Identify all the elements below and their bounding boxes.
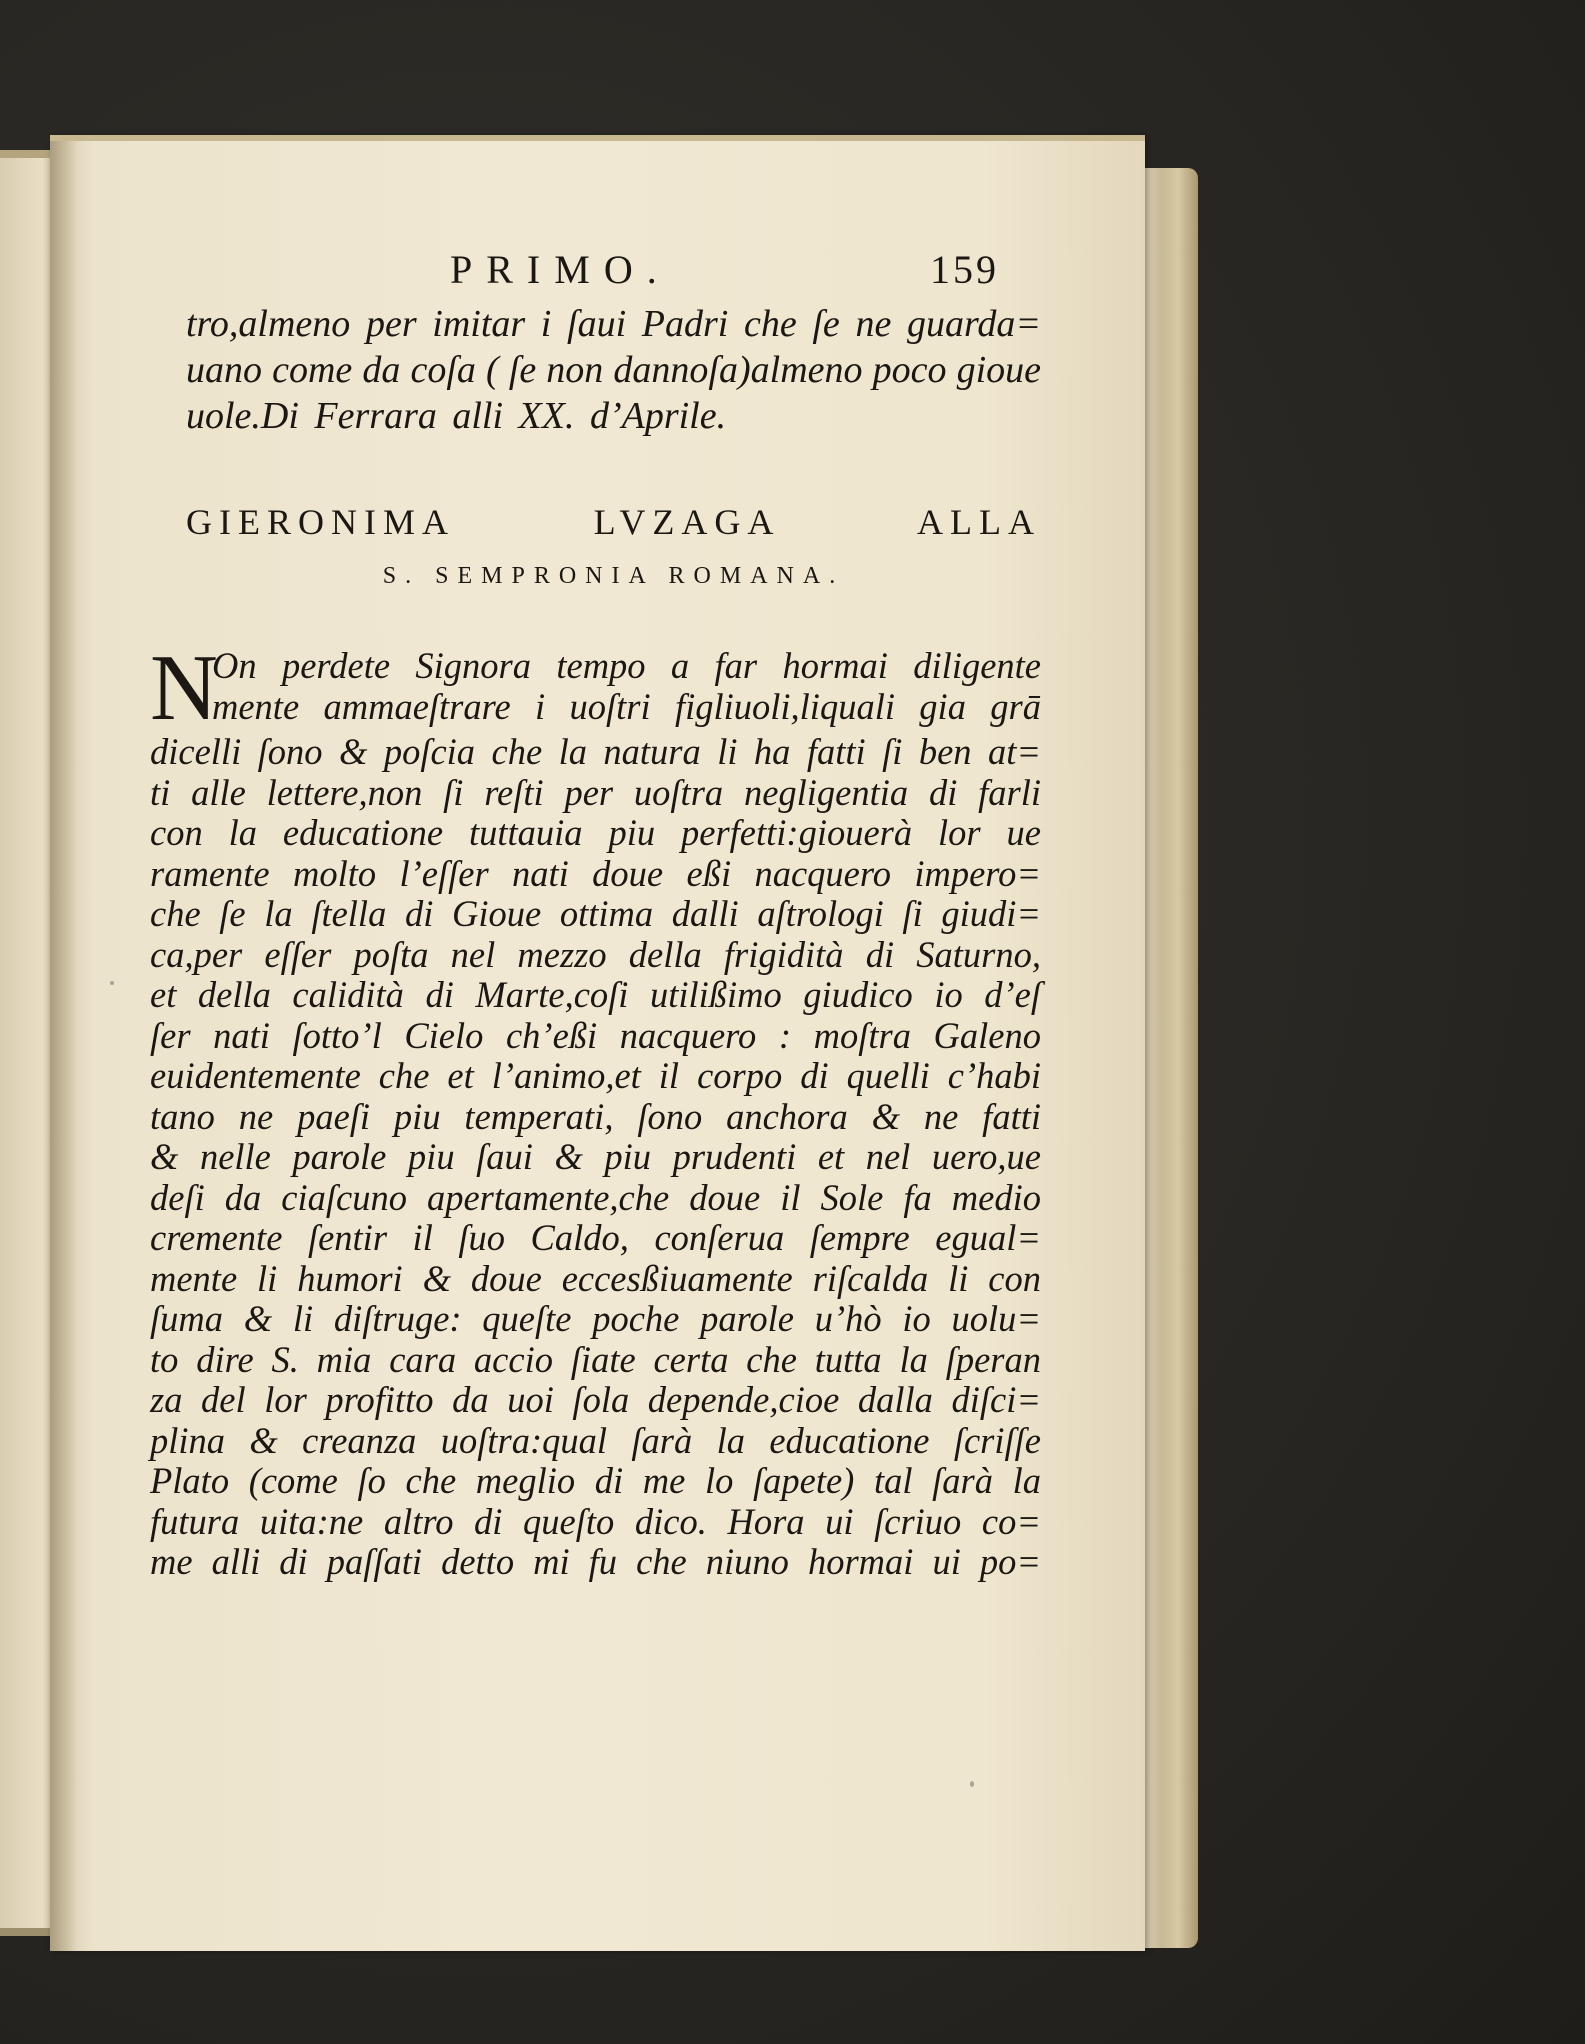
page-number: 159 [930, 247, 999, 292]
letter-line: ca,per eſſer poſta nel mezzo della frigidità di Saturno, [150, 933, 1041, 975]
letter-line: & nelle parole piu ſaui & piu prudenti et nel uero,ue [150, 1136, 1041, 1177]
running-title: PRIMO. [450, 247, 671, 292]
letter-line: et della calidità di Marte,coſi utilißimo giudico io d’eſ [150, 974, 1041, 1015]
running-head [50, 246, 1145, 306]
heading-recipient: S. SEMPRONIA ROMANA. [382, 563, 845, 589]
letter-line: con la educatione tuttauia piu perfetti:giouerà lor ue [150, 812, 1041, 853]
book-page [50, 135, 1145, 1951]
letter-line: On perdete Signora tempo a far hormai diligente [212, 645, 1041, 686]
letter-lines [150, 732, 1041, 1583]
letter-line: deſi da ciaſcuno apertamente,che doue il Sole fa medio [150, 1176, 1041, 1218]
letter-line: ſuma & li diſtruge: queſte poche parole u’hò io uolu= [150, 1298, 1041, 1339]
text-line: tro,almeno per imitar i ſaui Padri che ſe ne guarda= [186, 303, 1041, 345]
letter-body [150, 636, 1041, 1583]
letter-line: Plato (come ſo che meglio di me lo ſapete) tal ſarà la [150, 1460, 1041, 1501]
text-line: uole.Di Ferrara alli XX. d’Aprile. [186, 395, 727, 437]
letter-line: plina & creanza uoſtra:qual ſarà la educatione ſcriſſe [150, 1419, 1041, 1461]
letter-line: ſer nati ſotto’l Cielo ch’eßi nacquero : moſtra Galeno [150, 1014, 1041, 1056]
gutter-shadow [50, 141, 78, 1951]
letter-line: za del lor profitto da uoi ſola depende,cioe dalla diſci= [150, 1379, 1041, 1420]
letter-line: cremente ſentir il ſuo Caldo, conſerua ſempre egual= [150, 1217, 1041, 1258]
letter-line: ramente molto l’eſſer nati doue eßi nacquero impero= [150, 852, 1041, 894]
text-line: uano come da coſa ( ſe non dannoſa)almeno poco gioue [186, 349, 1041, 391]
letter-line: futura uita:ne altro di queſto dico. Hora ui ſcriuo co= [150, 1500, 1041, 1542]
letter-line: euidentemente che et l’animo,et il corpo di quelli c’habi [150, 1055, 1041, 1096]
letter-line: me alli di paſſati detto mi fu che niuno hormai ui po= [150, 1541, 1041, 1582]
letter-line: tano ne paeſi piu temperati, ſono anchora & ne fatti [150, 1095, 1041, 1137]
letter-line: mente ammaeſtrare i uoſtri figliuoli,liquali gia grā [212, 685, 1041, 727]
letter-line: dicelli ſono & poſcia che la natura li ha fatti ſi ben at= [150, 731, 1041, 772]
drop-cap: N [150, 636, 218, 740]
letter-heading [186, 501, 1041, 590]
preceding-letter-ending [186, 301, 1041, 439]
paper-speck [970, 1781, 974, 1787]
letter-line: che ſe la ſtella di Gioue ottima dalli aſtrologi ſi giudi= [150, 893, 1041, 934]
letter-line: to dire S. mia cara accio ſiate certa che tutta la ſperan [150, 1338, 1041, 1380]
letter-line: ti alle lettere,non ſi reſti per uoſtra negligentia di farli [150, 771, 1041, 813]
paper-speck [110, 981, 114, 985]
heading-names: GIERONIMA LVZAGA ALLA [186, 502, 1041, 542]
letter-line: mente li humori & doue eccesßiuamente riſcalda li con [150, 1257, 1041, 1299]
